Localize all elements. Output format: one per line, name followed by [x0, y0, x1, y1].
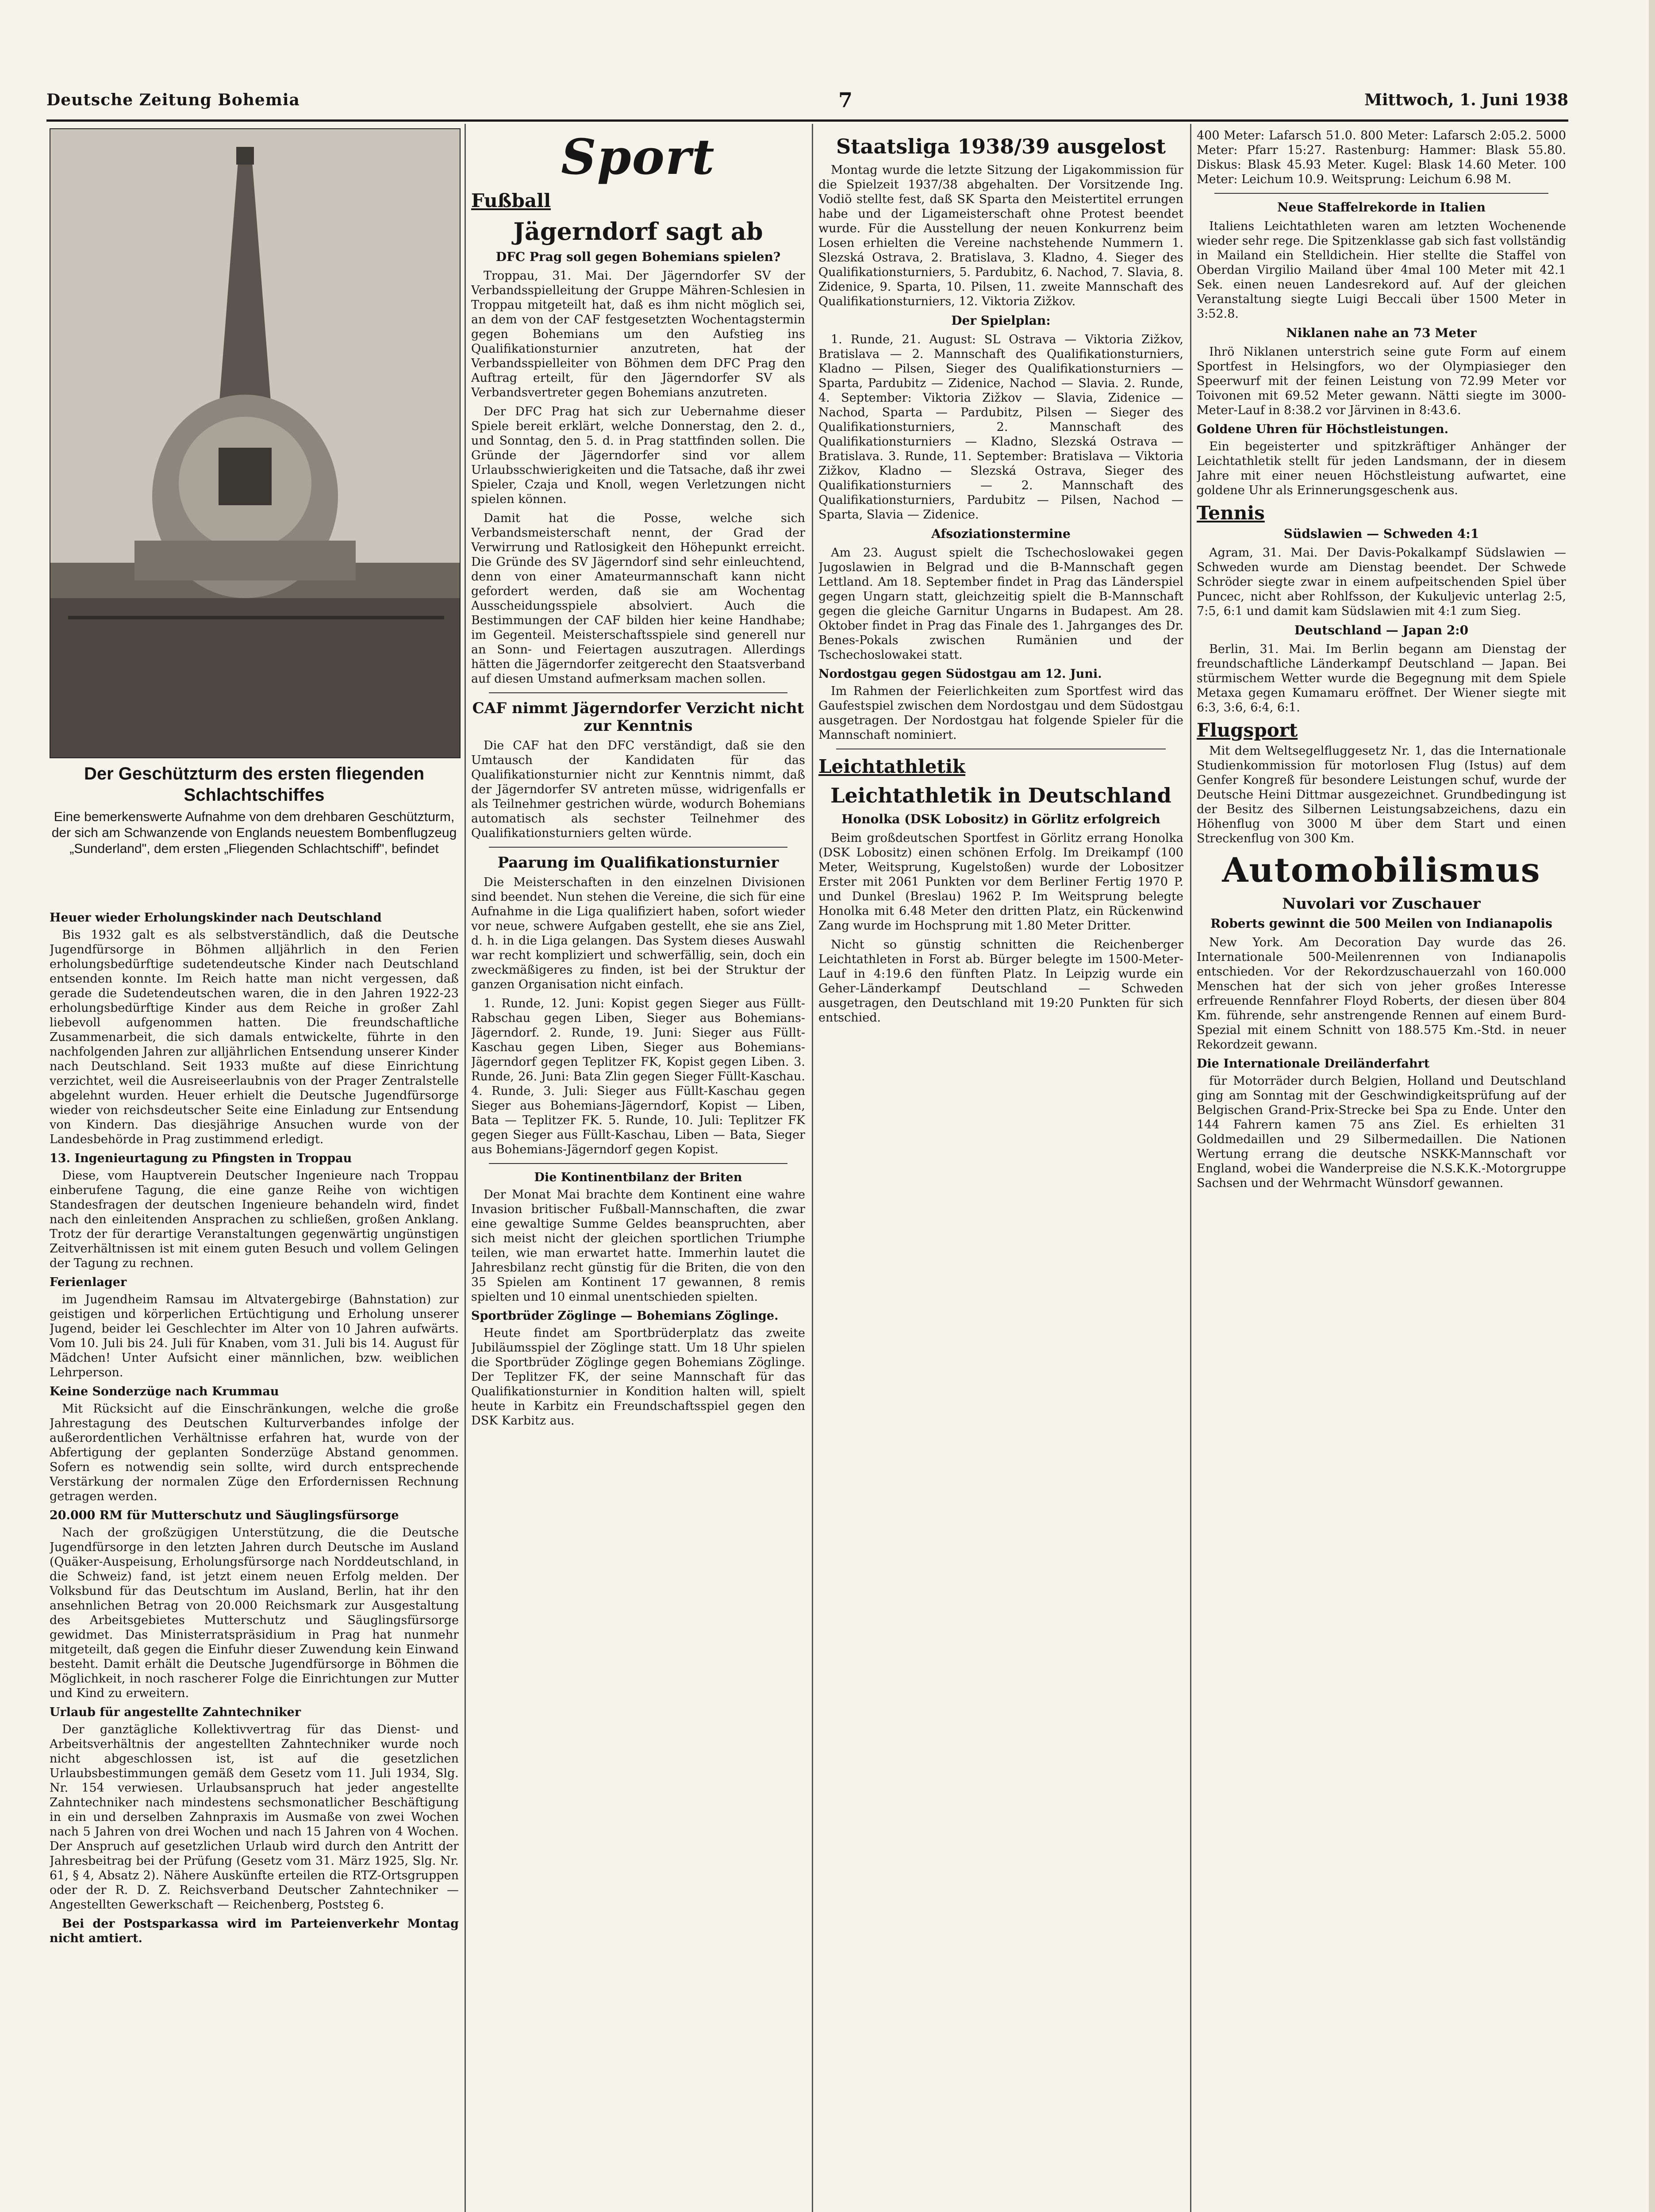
photo-image — [50, 129, 460, 757]
divider — [489, 847, 787, 848]
article-title: Ferienlager — [50, 1275, 127, 1289]
header-rule — [46, 119, 1568, 122]
article-headline: Nuvolari vor Zuschauer — [1282, 895, 1481, 913]
article-headline: Leichtathletik in Deutschland — [830, 783, 1171, 807]
article-text: Mit dem Weltsegelfluggesetz Nr. 1, das die Internationale Studienkommission für motorlosen Flug (Istus) auf dem Genfer Kongreß für besondere Leistungen schuf, wurde der Deutsche Heini Dittmar ausgezeichnet. Grundbedingung ist der Besitz des Silbernen Leistungsabzeichens, dazu ein Höhenflug von 3000 M über dem Start und einen Streckenflug von 300 Km. — [1197, 744, 1566, 845]
article-text: Der DFC Prag hat sich zur Uebernahme dieser Spiele bereit erklärt, welche Donnerstag, den 2. d., und Sonntag, den 5. d. in Prag stattfinden sollen. Die Gründe der Jägerndorfer sind vor allem Urlaubsschwierigkeiten und die Tatsache, daß ihr zwei Spieler, Czaja und Knoll, wegen Verletzungen nicht spielen können. — [471, 405, 805, 506]
divider — [1214, 193, 1548, 194]
article-title: Keine Sonderzüge nach Krummau — [50, 1385, 279, 1398]
article-text: 400 Meter: Lafarsch 51.0. 800 Meter: Lafarsch 2:05.2. 5000 Meter: Pfarr 15:27. Rastenburg: Hammer: Blask 55.80. Diskus: Blask 45.93 Meter. Kugel: Blask 14.60 Meter. 100 Meter: Leichum 10.9. Weitsprung: Leichum 6.98 M. — [1197, 129, 1566, 186]
subsection-title: Fußball — [471, 190, 551, 211]
column-divider — [465, 124, 466, 2212]
article-text: Im Rahmen der Feierlichkeiten zum Sportfest wird das Gaufestspiel zwischen dem Nordostgau und dem Südostgau ausgetragen. Der Nordostgau hat folgende Spieler für die Mannschaft nominiert. — [818, 684, 1183, 742]
article-text: Berlin, 31. Mai. Im Berlin begann am Dienstag der freundschaftliche Länderkampf Deutschland — Japan. Bei stürmischem Wetter wurde die Begegnung mit dem Spiele Metaxa gegen Kumamaru eröffnet. Der Wiener siegte mit 6:3, 3:6, 6:4, 6:1. — [1197, 642, 1566, 714]
section-title-sport: Sport — [561, 128, 715, 185]
article-text: Diese, vom Hauptverein Deutscher Ingenieure nach Troppau einberufene Tagung, die eine ganze Reihe von wichtigen Standesfragen der deutschen Ingenieure behandeln wird, findet nach den einleitenden Ansprachen zu schließen, großen Anklang. Trotz der für derartige Veranstaltungen gegenwärtig ungünstigen Zeitverhältnissen ist mit einem guten Besuch und vollem Gelingen der Tagung zu rechnen. — [50, 1169, 459, 1270]
article-text: Bis 1932 galt es als selbstverständlich, daß die Deutsche Jugendfürsorge in Böhmen alljährlich in den Ferien erholungsbedürftige sudetendeutsche Kinder nach Deutschland entsenden konnte. Im Reich hatte man nicht vergessen, daß gerade die Sudetendeutschen waren, die in den Jahren 1922-23 erholungsbedürftige Kinder aus dem Reiche in großer Zahl liebevoll aufgenommen hatten. Die freundschaftliche Zusammenarbeit, die sich damals entwickelte, führte in den nachfolgenden Jahren zur alljährlichen Entsendung unserer Kinder nach Deutschland. Seit 1933 mußte auf diese Einrichtung verzichtet, weil die Ausreiseerlaubnis von der Prager Zentralstelle abgelehnt wurden. Heuer erhielt die Deutsche Jugendfürsorge wieder von reichsdeutscher Seite eine Einladung zur Entsendung von Kindern. Das diesjährige Ansuchen wurde von der Landesbehörde in Prag zustimmend erledigt. — [50, 928, 459, 1146]
article-text: Damit hat die Posse, welche sich Verbandsmeisterschaft nennt, der Grad der Verwirrung und Ratlosigkeit den Höhepunkt erreicht. Die Gründe des SV Jägerndorf sind sehr einleuchtend, denn von einer Amateurmannschaft kann nicht gefordert werden, daß sie am Wochentag Ausscheidungsspiele absolviert. Auch die Bestimmungen der CAF bilden hier keine Handhabe; im Gegenteil. Meisterschaftsspiele sind generell nur an Sonn- und Feiertagen auszutragen. Allerdings hätten die Jägerndorfer zeitgerecht den Staatsverband auf diesen Umstand aufmerksam machen sollen. — [471, 511, 805, 686]
article-text: Der ganztägliche Kollektivvertrag für das Dienst- und Arbeitsverhältnis der angestellten Zahntechniker wurde noch nicht abgeschlossen ist, ist auf die gesetzlichen Urlaubsbestimmungen gemäß dem Gesetz vom 11. Juli 1934, Slg. Nr. 154 verwiesen. Urlaubsanspruch hat jeder angestellte Zahntechniker nach mindestens sechsmonatlicher Beschäftigung in ein und derselben Zahnpraxis im Ausmaße von zwei Wochen nach 5 Jahren von drei Wochen und nach 15 Jahren von 4 Wochen. Der Anspruch auf gesetzlichen Urlaub wird durch den Antritt der Jahresbeitrag bei der Prüfung (Gesetz vom 31. März 1925, Slg. Nr. 61, § 4, Absatz 2). Nähere Auskünfte erteilen die RTZ-Ortsgruppen oder der R. D. Z. Reichsverband Deutscher Zahntechniker — Angestellten Gewerkschaft — Reichenberg, Poststeg 6. — [50, 1723, 459, 1912]
column-3 — [818, 128, 1183, 2212]
article-text: Ihrö Niklanen unterstrich seine gute Form auf einem Sportfest in Helsingfors, wo der Olympiasieger den Speerwurf mit der feinen Leistung von 72.99 Meter vor Toivonen mit 69.52 Meter gewann. Nätti siegte im 3000-Meter-Lauf in 8:38.2 vor Järvinen in 8:43.6. — [1197, 345, 1566, 417]
paper-name: Deutsche Zeitung Bohemia — [46, 91, 300, 109]
divider — [489, 1163, 787, 1164]
page-edge — [1649, 0, 1655, 2212]
article-text: Die CAF hat den DFC verständigt, daß sie den Umtausch der Kandidaten für das Qualifikationsturnier nicht zur Kenntnis nimmt, daß der Jägerndorfer SV antreten müsse, widrigenfalls er als Teilnehmer gestrichen würde, wodurch Bohemians automatisch als sechster Teilnehmer des Qualifikationsturniers gelten würde. — [471, 739, 805, 840]
article-headline: Staatsliga 1938/39 ausgelost — [836, 134, 1166, 158]
article-headline: Goldene Uhren für Höchstleistungen. — [1197, 422, 1449, 436]
article-subtitle: Roberts gewinnt die 500 Meilen von Indianapolis — [1210, 916, 1552, 931]
section-title-automobilismus: Automobilismus — [1222, 850, 1541, 890]
article-text: Nach der großzügigen Unterstützung, die die Deutsche Jugendfürsorge in den letzten Jahren durch Deutsche im Ausland (Quäker-Auspeisung, Erholungsfürsorge nach Norddeutschland, in die Schweiz) fand, ist jetzt einem neuen Erfolg melden. Der Volksbund für das Deutschtum im Ausland, Berlin, hat ihr den ansehnlichen Betrag von 20.000 Reichsmark zur Ausgestaltung des Arbeitsgebietes Mutterschutz und Säuglingsfürsorge gewidmet. Das Ministerratspräsidium in Prag hat nunmehr mitgeteilt, daß gegen die Einfuhr dieser Zuwendung kein Einwand besteht. Damit erhält die Deutsche Jugendfürsorge in Böhmen die Möglichkeit, in noch rascherer Folge die Einrichtungen zur Mutter und Kind zu erweitern. — [50, 1526, 459, 1700]
article-headline: CAF nimmt Jägerndorfer Verzicht nicht zur Kenntnis — [472, 699, 804, 735]
article-subtitle: Honolka (DSK Lobositz) in Görlitz erfolgreich — [841, 812, 1160, 826]
article-text: Ein begeisterter und spitzkräftiger Anhänger der Leichtathletik stellt für jeden Landsmann, der in diesem Jahre mit einer neuen Höchstleistung aufwartet, eine goldene Uhr als Erinnerungsgeschenk aus. — [1197, 440, 1566, 497]
page-header — [46, 88, 1568, 117]
article-text: Heute findet am Sportbrüderplatz das zweite Jubiläumsspiel der Zöglinge statt. Um 18 Uhr spielen die Sportbrüder Zöglinge gegen Bohemians Zöglinge. Der Teplitzer FK, der seine Mannschaft für das Qualifikationsturnier in Kondition halten will, spielt heute in Karbitz ein Freundschaftsspiel gegen den DSK Karbitz aus. — [471, 1326, 805, 1428]
article-headline: Nordostgau gegen Südostgau am 12. Juni. — [818, 667, 1102, 681]
column-divider — [812, 124, 813, 2212]
article-text: für Motorräder durch Belgien, Holland und Deutschland ging am Sonntag mit der Geschwindigkeitsprüfung auf der Belgischen Grand-Prix-Strecke bei Spa zu Ende. Unter den 144 Fahrern kamen 75 ans Ziel. Es erhielten 31 Goldmedaillen und 29 Silbermedaillen. Die Nationen Wertung errang die deutsche NSKK-Mannschaft vor England, wobei die Wanderpreise die N.S.K.K.-Motorgruppe Sachsen und der Wehrmacht Wünsdorf gewannen. — [1197, 1074, 1566, 1190]
article-text: Italiens Leichtathleten waren am letzten Wochenende wieder sehr rege. Die Spitzenklasse gab sich fast vollständig in Mailand ein Stelldichein. Hier stellte die Staffel von Oberdan Virgilio Mailand über 4mal 100 Meter mit 42.1 Sek. einen neuen Landesrekord auf. Auf der gleichen Veranstaltung siegte Luigi Beccali über 1500 Meter in 3:52.8. — [1197, 219, 1566, 321]
article-subtitle: Der Spielplan: — [951, 313, 1051, 328]
article-subtitle: Afsoziationstermine — [931, 526, 1071, 541]
article-text: Agram, 31. Mai. Der Davis-Pokalkampf Südslawien — Schweden wurde am Dienstag beendet. Der Schwede Schröder siegte zwar in einem aufpeitschenden Spiel über Puncec, nicht aber Rohlfsson, der Kukuljevic unterlag 2:5, 7:5, 6:1 und damit kam Südslawien mit 4:1 zum Sieg. — [1197, 546, 1566, 618]
article-text: Am 23. August spielt die Tschechoslowakei gegen Jugoslawien in Belgrad und die B-Mannschaft gegen Lettland. Am 18. September findet in Prag das Länderspiel gegen Ungarn statt, gleichzeitig spielt die B-Mannschaft gegen die gleiche Garnitur Ungarns in Budapest. Am 28. Oktober findet in Prag das Finale des 1. Jahrganges des Dr. Benes-Pokals zwischen Rumänien und der Tschechoslowakei statt. — [818, 546, 1183, 662]
article-text: Montag wurde die letzte Sitzung der Ligakommission für die Spielzeit 1937/38 abgehalten. Der Vorsitzende Ing. Vodiö stellte fest, daß SK Sparta den Meistertitel errungen habe und der Ligameisterschaft ohne Protest beendet wurde. Für die Ausstellung der neuen Konkurrenz beim Losen erhielten die Vereine nachstehende Nummern 1. Slezská Ostrava, 2. Bratislava, 3. Kladno, 4. Sieger des Qualifikationsturniers, 5. Pardubitz, 6. Nachod, 7. Slavia, 8. Zidenice, 9. Sparta, 10. Pilsen, 11. zweite Mannschaft des Qualifikationsturniers, 12. Viktoria Zižkov. — [818, 163, 1183, 308]
section-title-flugsport: Flugsport — [1197, 719, 1298, 741]
column-2 — [471, 128, 805, 2212]
section-title-tennis: Tennis — [1197, 502, 1265, 524]
article-headline: Sportbrüder Zöglinge — Bohemians Zöglinge. — [471, 1309, 779, 1323]
article-text: 1. Runde, 12. Juni: Kopist gegen Sieger aus Füllt-Rabschau gegen Liben, Sieger aus Bohemians-Jägerndorf. 2. Runde, 19. Juni: Sieger aus Füllt-Kaschau gegen Liben, Sieger aus Bohemians-Jägerndorf gegen Teplitzer FK, Kopist gegen Liben. 3. Runde, 26. Juni: Bata Zlin gegen Sieger Füllt-Kaschau. 4. Runde, 3. Juli: Sieger aus Füllt-Kaschau gegen Sieger aus Bohemians-Jägerndorf, Kopist — Liben, Bata — Teplitzer FK. 5. Runde, 10. Juli: Teplitzer FK gegen Sieger aus Füllt-Kaschau, Liben — Bata, Sieger aus Bohemians-Jägerndorf gegen Kopist. — [471, 997, 805, 1156]
column-divider — [1190, 124, 1191, 2212]
article-headline: Niklanen nahe an 73 Meter — [1286, 326, 1477, 340]
column-4 — [1197, 128, 1566, 2212]
article-subtitle: DFC Prag soll gegen Bohemians spielen? — [495, 250, 781, 264]
page-number: 7 — [838, 88, 853, 112]
article-text: Die Meisterschaften in den einzelnen Divisionen sind beendet. Nun stehen die Vereine, die sich für eine Aufnahme in die Liga qualifiziert haben, sofort wieder vor neue, schwere Aufgaben gestellt, ehe sie ans Ziel, d. h. in die Liga gelangen. Das System dieses Auswahl war recht kompliziert und schwerfällig, sein, doch ein zweckmäßigeres zu finden, ist bei der Struktur der ganzen Organisation nicht einfach. — [471, 876, 805, 991]
article-title: 20.000 RM für Mutterschutz und Säuglingsfürsorge — [50, 1509, 399, 1522]
article-title: Heuer wieder Erholungskinder nach Deutschland — [50, 911, 382, 925]
section-title-leichtathletik: Leichtathletik — [818, 756, 966, 777]
bomber-turret-photo — [50, 128, 461, 758]
photo-caption — [50, 763, 459, 857]
divider — [489, 692, 787, 693]
issue-date: Mittwoch, 1. Juni 1938 — [1364, 91, 1568, 109]
article-text: Beim großdeutschen Sportfest in Görlitz errang Honolka (DSK Lobositz) einen schönen Erfolg. Im Dreikampf (100 Meter, Weitsprung, Kugelstoßen) wurde der Lobositzer Erster mit 2061 Punkten vor dem Berliner Fertig 1970 P. und Dunkel (Breslau) 1962 P. Im Weitsprung belegte Honolka mit 6.48 Meter den dritten Platz, ein Rückenwind Zang wurde im Hochsprung mit 1.80 Meter Dritter. — [818, 831, 1183, 933]
caption-title: Der Geschützturm des ersten fliegenden Schlachtschiffes — [84, 764, 425, 805]
article-headline: Deutschland — Japan 2:0 — [1294, 623, 1469, 637]
article-title: Urlaub für angestellte Zahntechniker — [50, 1705, 301, 1719]
article-headline: Neue Staffelrekorde in Italien — [1277, 200, 1486, 215]
article-text: Bei der Postsparkassa wird im Parteienverkehr Montag nicht amtiert. — [50, 1917, 459, 1945]
article-text: Nicht so günstig schnitten die Reichenberger Leichtathleten in Forst ab. Bürger belegte im 1500-Meter-Lauf in 4:19.6 den fünften Platz. In Leipzig wurde ein Geher-Länderkampf Deutschland — Schweden ausgetragen, den Deutschland mit 19:20 Punkten für sich entschied. — [818, 938, 1183, 1025]
column-1 — [50, 907, 459, 2212]
article-headline: Die Internationale Dreiländerfahrt — [1197, 1057, 1430, 1071]
article-headline: Paarung im Qualifikationsturnier — [497, 854, 779, 872]
article-text: New York. Am Decoration Day wurde das 26. Internationale 500-Meilenrennen von Indianapolis entschieden. Vor der Rekordzuschauerzahl von 160.000 Menschen hat der sich von jeher großes Interesse erfreuende Rennfahrer Floyd Roberts, der diesen über 804 Km. führende, sehr anstrengende Rennen auf einem Burd-Spezial mit einem Schnitt von 188.575 Km.-Std. in neuer Rekordzeit gewann. — [1197, 936, 1566, 1052]
article-text: Der Monat Mai brachte dem Kontinent eine wahre Invasion britischer Fußball-Mannschaften, die zwar eine gewaltige Summe Geldes beanspruchten, aber sich meist nicht der gleichen sportlichen Triumphe teilen, wie man erwartet hatte. Immerhin lautet die Jahresbilanz recht günstig für die Briten, die von den 35 Spielen am Kontinent 17 gewannen, 8 remis spielten und 10 einmal unentschieden spielten. — [471, 1188, 805, 1304]
article-text: Troppau, 31. Mai. Der Jägerndorfer SV der Verbandsspielleitung der Gruppe Mähren-Schlesien in Troppau mitgeteilt hat, daß es ihm nicht möglich sei, an dem von der CAF festgesetzten Wochentagstermin gegen Bohemians um den Aufstieg ins Qualifikationsturnier anzutreten, hat der Verbandsspielleiter von Böhmen dem DFC Prag den Auftrag erteilt, für den Jägerndorfer SV als Verbandsvertreter gegen Bohemians anzutreten. — [471, 269, 805, 399]
article-headline: Die Kontinentbilanz der Briten — [534, 1171, 742, 1184]
article-headline: Südslawien — Schweden 4:1 — [1283, 526, 1479, 541]
caption-text: Eine bemerkenswerte Aufnahme von dem drehbaren Geschützturm, der sich am Schwanzende von Englands neuestem Bombenflugzeug „Sunderland", dem ersten „Fliegenden Schlachtschiff", befindet — [51, 810, 457, 856]
article-headline: Jägerndorf sagt ab — [513, 217, 763, 246]
article-text: Mit Rücksicht auf die Einschränkungen, welche die große Jahrestagung des Deutschen Kulturverbandes infolge der außerordentlichen Verhältnisse erfahren hat, wurde von der Abfertigung der geplanten Sonderzüge Abstand genommen. Sofern es notwendig sein sollte, wird durch entsprechende Verstärkung der normalen Züge den Erfordernissen Rechnung getragen werden. — [50, 1402, 459, 1503]
article-text: im Jugendheim Ramsau im Altvatergebirge (Bahnstation) zur geistigen und körperlichen Ertüchtigung und Erholung unserer Jugend, beider lei Geschlechter im Alter von 10 Jahren aufwärts. Vom 10. Juli bis 24. Juli für Knaben, vom 31. Juli bis 14. August für Mädchen! Unter Aufsicht einer männlichen, bzw. weiblichen Lehrperson. — [50, 1293, 459, 1379]
article-title: 13. Ingenieurtagung zu Pfingsten in Troppau — [50, 1152, 352, 1165]
article-text: 1. Runde, 21. August: SL Ostrava — Viktoria Zižkov, Bratislava — 2. Mannschaft des Qualifikationsturniers, Kladno — Pilsen, Sieger des Qualifikationsturniers — Sparta, Pardubitz — Zidenice, Nachod — Slavia. 2. Runde, 4. September: Viktoria Zižkov — Slavia, Zidenice — Nachod, Sparta — Pardubitz, Pilsen — Sieger des Qualifikationsturniers, 2. Mannschaft des Qualifikationsturniers — Kladno, Slezská Ostrava — Bratislava. 3. Runde, 11. September: Bratislava — Viktoria Zižkov, Kladno — Slezská Ostrava, Sieger des Qualifikationsturniers — 2. Mannschaft des Qualifikationsturniers, Pardubitz — Pilsen, Nachod — Sparta, Slavia — Zidenice. — [818, 333, 1183, 522]
